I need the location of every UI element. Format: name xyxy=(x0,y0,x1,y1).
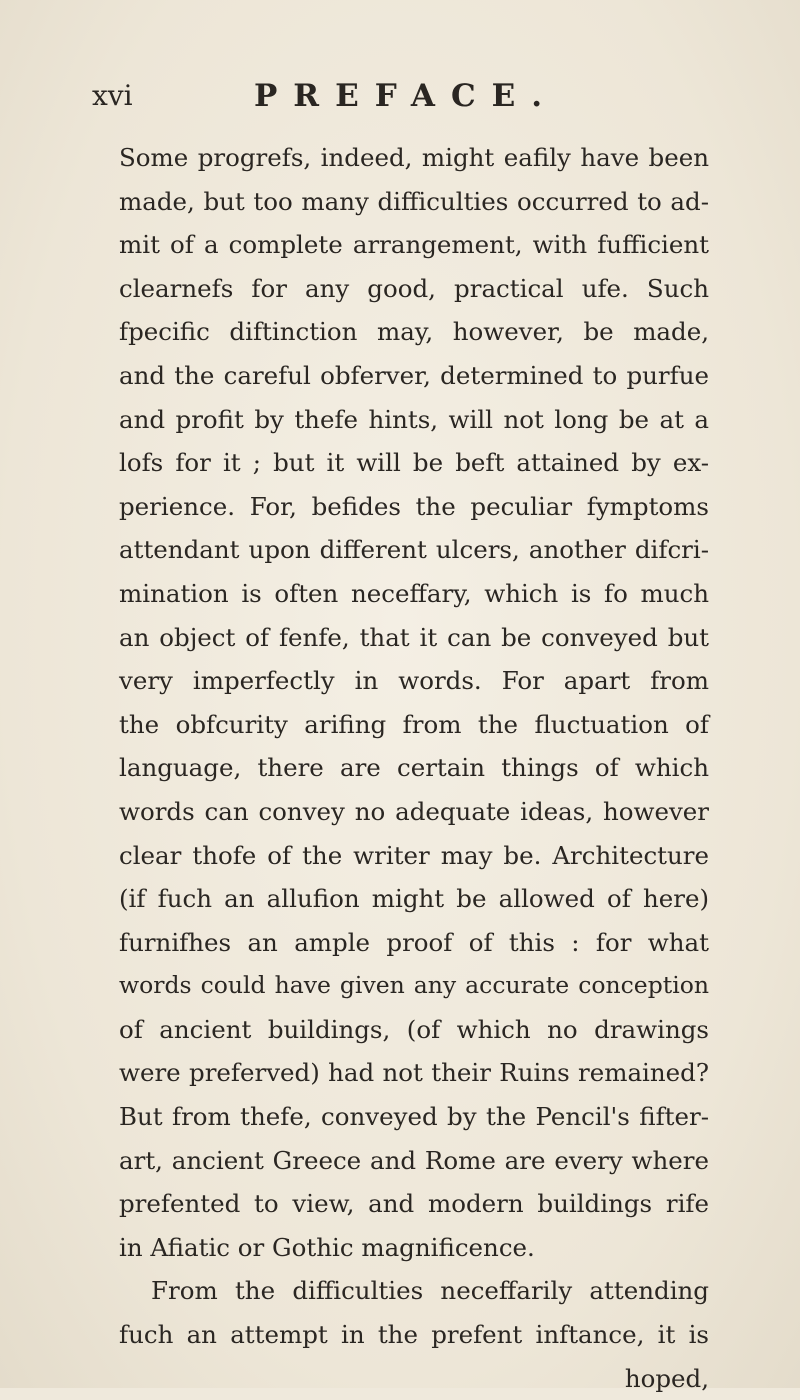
text-line: Some progrefs, indeed, might eafily have been xyxy=(119,143,709,172)
text-line: made, but too many difficulties occurred to ad- xyxy=(119,186,709,216)
page-header xyxy=(92,78,740,114)
text-line: fpecific diftinction may, however, be made, xyxy=(119,317,709,347)
text-line: (if fuch an allufion might be allowed of here) xyxy=(119,884,709,914)
text-line: and the careful obferver, determined to purfue xyxy=(119,360,709,390)
text-line: very imperfectly in words. For apart from xyxy=(119,666,709,696)
running-head: PREFACE. xyxy=(254,78,559,114)
text-line: attendant upon different ulcers, another difcri- xyxy=(119,535,709,565)
text-line: art, ancient Greece and Rome are every where xyxy=(119,1145,709,1175)
text-line: mit of a complete arrangement, with fufficient xyxy=(119,230,709,260)
text-line: mination is often neceffary, which is fo much xyxy=(119,578,709,608)
text-line: furnifhes an ample proof of this : for what xyxy=(119,927,709,957)
text-line: were preferved) had not their Ruins remained? xyxy=(119,1058,709,1088)
text-line: of ancient buildings, (of which no drawings xyxy=(119,1014,709,1044)
text-line: the obfcurity arifing from the fluctuation of xyxy=(119,709,709,739)
text-line: But from thefe, conveyed by the Pencil's fifter- xyxy=(119,1102,709,1132)
text-line: in Afiatic or Gothic magnificence. xyxy=(119,1232,535,1262)
catchword: hoped, xyxy=(624,1363,709,1393)
text-line: lofs for it ; but it will be beft attained by ex- xyxy=(119,448,709,478)
page-number: xvi xyxy=(92,79,133,112)
text-line: perience. For, befides the peculiar fymptoms xyxy=(119,491,709,521)
text-line: fuch an attempt in the prefent inftance, it is xyxy=(119,1320,709,1350)
text-line: an object of fenfe, that it can be conveyed but xyxy=(119,622,709,652)
text-line: clear thofe of the writer may be. Architecture xyxy=(119,840,709,870)
text-line: From the difficulties neceffarily attending xyxy=(151,1276,709,1306)
text-line: words can convey no adequate ideas, however xyxy=(119,796,709,826)
text-line: language, there are certain things of which xyxy=(119,753,709,783)
text-line: and profit by thefe hints, will not long be at a xyxy=(119,404,709,434)
body-text xyxy=(119,136,709,1400)
text-line: prefented to view, and modern buildings rife xyxy=(119,1189,709,1219)
text-line: clearnefs for any good, practical ufe. Such xyxy=(119,273,709,303)
text-line: words could have given any accurate conception xyxy=(119,971,709,1000)
